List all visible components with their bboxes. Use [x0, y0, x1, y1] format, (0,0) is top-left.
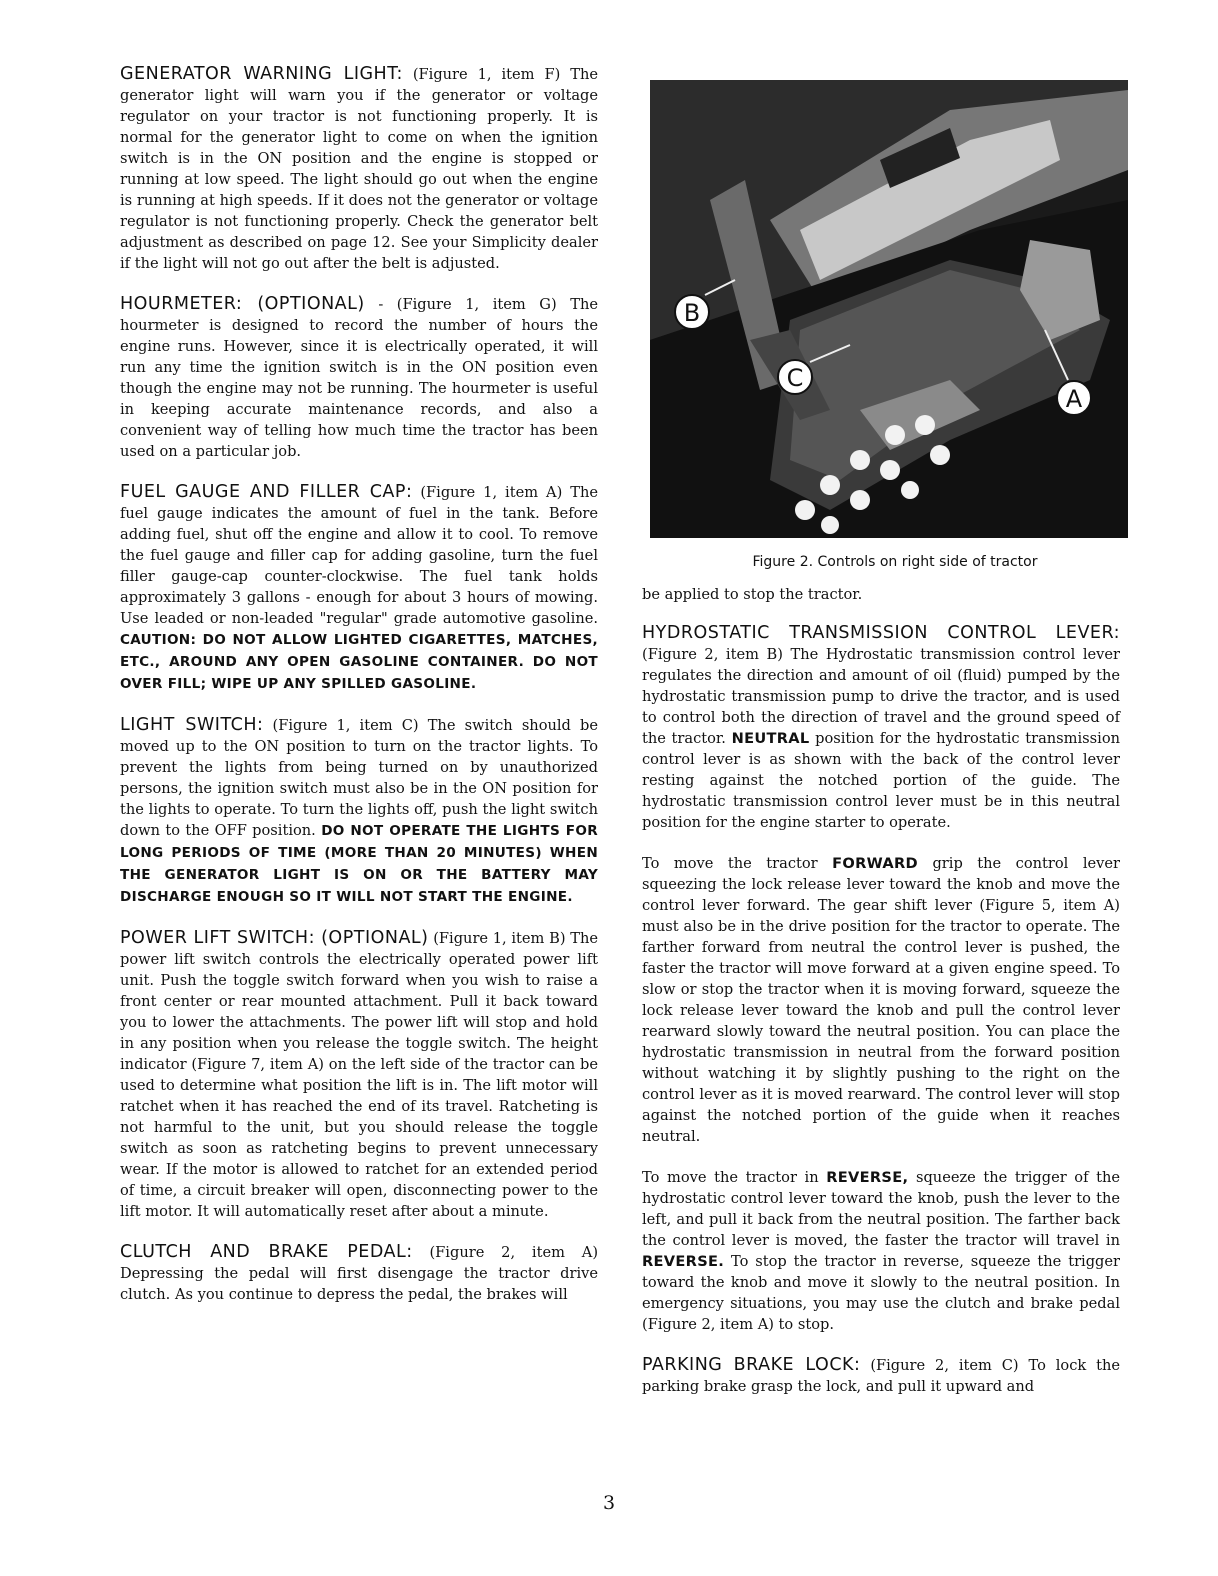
hourmeter-body: The hourmeter is designed to record the number of hours the engine runs. However, since it is electrically operated, it will run any time the ignition switch is in the ON position even though the engine may not be running. The hourmeter is useful in keeping accurate maintenance records, and also a convenient way of telling how much time the tractor has been used on a particular job. [120, 296, 598, 460]
parking-body: To lock the parking brake grasp the lock, and pull it upward and [642, 1357, 1121, 1395]
reverse-body-c: To stop the tractor in reverse, squeeze the trigger toward the knob and move it slowly to the neutral position. In emergency situations, you may use the clutch and brake pedal (Figure 2, item A) to stop. [642, 1253, 1121, 1333]
fuel-caution: CAUTION: DO NOT ALLOW LIGHTED CIGARETTES, MATCHES, ETC., AROUND ANY OPEN GASOLINE CONTAINER. DO NOT OVER FILL; WIPE UP ANY SPILLED GASOLINE. [120, 632, 598, 692]
generator-body: The generator light will warn you if the generator or voltage regulator on your tractor is not functioning properly. It is normal for the generator light to come on when the ignition switch is in the ON position and the engine is stopped or running at low speed. The light should go out when the engine is running at high speeds. If it does not the generator or voltage regulator is not functioning properly. Check the generator belt adjustment as described on page 12. See your Simplicity dealer if the light will not go out after the belt is adjusted. [120, 66, 598, 272]
clutch-body: Depressing the pedal will first disengage the tractor drive clutch. As you continue to depress the pedal, the brakes will [120, 1265, 598, 1303]
callout-b-label: B [683, 299, 701, 327]
light-heading: LIGHT SWITCH: [120, 715, 264, 735]
hydro-body-a: The Hydrostatic transmission control lever regulates the direction and amount of oil (fluid) pumped by the hydrostatic transmission pump to drive the tractor, and is used to control both the direction of travel and the ground speed of the tractor. [642, 646, 1120, 747]
hourmeter-heading: HOURMETER: (OPTIONAL) [120, 294, 365, 314]
reverse-body-a: To move the tractor in [642, 1169, 819, 1186]
parking-ref: (Figure 2, item C) [870, 1357, 1019, 1374]
clutch-heading: CLUTCH AND BRAKE PEDAL: [120, 1242, 413, 1262]
powerlift-section [120, 928, 598, 1222]
tractor-controls-illustration [650, 80, 1128, 538]
reverse-keyword-1: REVERSE, [826, 1169, 909, 1186]
fuel-section [120, 482, 598, 695]
powerlift-ref: (Figure 1, item B) [433, 930, 566, 947]
hydro-body-b: position for the hydrostatic transmission control lever is as shown with the back of the control lever resting against the notched portion of the guide. The hydrostatic transmission control lever must be in this neutral position for the engine starter to operate. [642, 730, 1121, 831]
hydro-heading: HYDROSTATIC TRANSMISSION CONTROL LEVER: [642, 623, 1120, 643]
powerlift-body: The power lift switch controls the electrically operated power lift unit. Push the toggle switch forward when you wish to raise a front center or rear mounted attachment. Pull it back toward you to lower the attachments. The power lift will stop and hold in any position when you release the toggle switch. The height indicator (Figure 7, item A) on the left side of the tractor can be used to determine what position the lift is in. The lift motor will ratchet when it has reached the end of its travel. Ratcheting is not harmful to the unit, but you should release the toggle switch as soon as ratcheting begins to prevent unnecessary wear. If the motor is allowed to ratchet for an extended period of time, a circuit breaker will open, disconnecting power to the lift motor. It will automatically reset after about a minute. [120, 930, 598, 1220]
hourmeter-section [120, 294, 598, 462]
brake-continued: be applied to stop the tractor. [642, 586, 863, 603]
forward-body-a: To move the tractor [642, 855, 818, 872]
hourmeter-ref: - (Figure 1, item G) [378, 296, 557, 313]
clutch-section [120, 1242, 598, 1305]
right-column [642, 80, 1120, 1417]
forward-body-b: grip the control lever squeezing the lock release lever toward the knob and move the control lever forward. The gear shift lever (Figure 5, item A) must also be in the drive position for the tractor to operate. The farther forward from neutral the control lever is pushed, the faster the tractor will move forward at a given engine speed. To slow or stop the tractor when it is moving forward, squeeze the lock release lever toward the knob and pull the control lever rearward slowly toward the neutral position. You can place the hydrostatic transmission in neutral from the forward position without watching it by slightly pushing to the right on the control lever as it is moved rearward. The control lever will stop against the notched portion of the guide when it reaches neutral. [642, 855, 1120, 1145]
light-ref: (Figure 1, item C) [272, 717, 419, 734]
powerlift-heading: POWER LIFT SWITCH: (OPTIONAL) [120, 928, 429, 948]
left-column [120, 64, 598, 1325]
callout-c-label: C [786, 364, 804, 392]
generator-ref: (Figure 1, item F) [412, 66, 561, 83]
hydro-neutral-keyword: NEUTRAL [731, 730, 810, 747]
hydro-section [642, 623, 1120, 833]
light-section [120, 715, 598, 908]
forward-keyword: FORWARD [832, 855, 918, 872]
generator-heading: GENERATOR WARNING LIGHT: [120, 64, 403, 84]
fuel-heading: FUEL GAUGE AND FILLER CAP: [120, 482, 413, 502]
fuel-body: The fuel gauge indicates the amount of fuel in the tank. Before adding fuel, shut off the engine and allow it to cool. To remove the fuel gauge and filler cap for adding gasoline, turn the fuel filler gauge-cap counter-clockwise. The fuel tank holds approximately 3 gallons - enough for about 3 hours of mowing. Use leaded or non-leaded "regular" grade automotive gasoline. [120, 484, 599, 627]
hydro-ref: (Figure 2, item B) [642, 646, 783, 663]
fuel-ref: (Figure 1, item A) [420, 484, 563, 501]
reverse-keyword-2: REVERSE. [642, 1253, 725, 1270]
reverse-body-b: squeeze the trigger of the hydrostatic control lever toward the knob, push the lever to the left, and pull it back from the neutral position. The farther back the control lever is moved, the faster the tractor will travel in [642, 1169, 1120, 1249]
light-body: The switch should be moved up to the ON position to turn on the tractor lights. To prevent the lights from being turned on by unauthorized persons, the ignition switch must also be in the ON position for the lights to operate. To turn the lights off, push the light switch down to the OFF position. [120, 717, 599, 839]
forward-section [642, 853, 1120, 1147]
parking-section [642, 1355, 1120, 1397]
figure-2-caption: Figure 2. Controls on right side of tractor [752, 554, 1038, 570]
generator-section [120, 64, 598, 274]
reverse-section [642, 1167, 1120, 1335]
parking-heading: PARKING BRAKE LOCK: [642, 1355, 861, 1375]
light-warning: DO NOT OPERATE THE LIGHTS FOR LONG PERIODS OF TIME (MORE THAN 20 MINUTES) WHEN THE GENERATOR LIGHT IS ON OR THE BATTERY MAY DISCHARGE ENOUGH SO IT WILL NOT START THE ENGINE. [120, 823, 599, 905]
clutch-ref: (Figure 2, item A) [429, 1244, 599, 1261]
callout-a-label: A [1065, 385, 1083, 413]
figure-2-photo [650, 80, 1128, 538]
page-number: 3 [602, 1492, 616, 1514]
